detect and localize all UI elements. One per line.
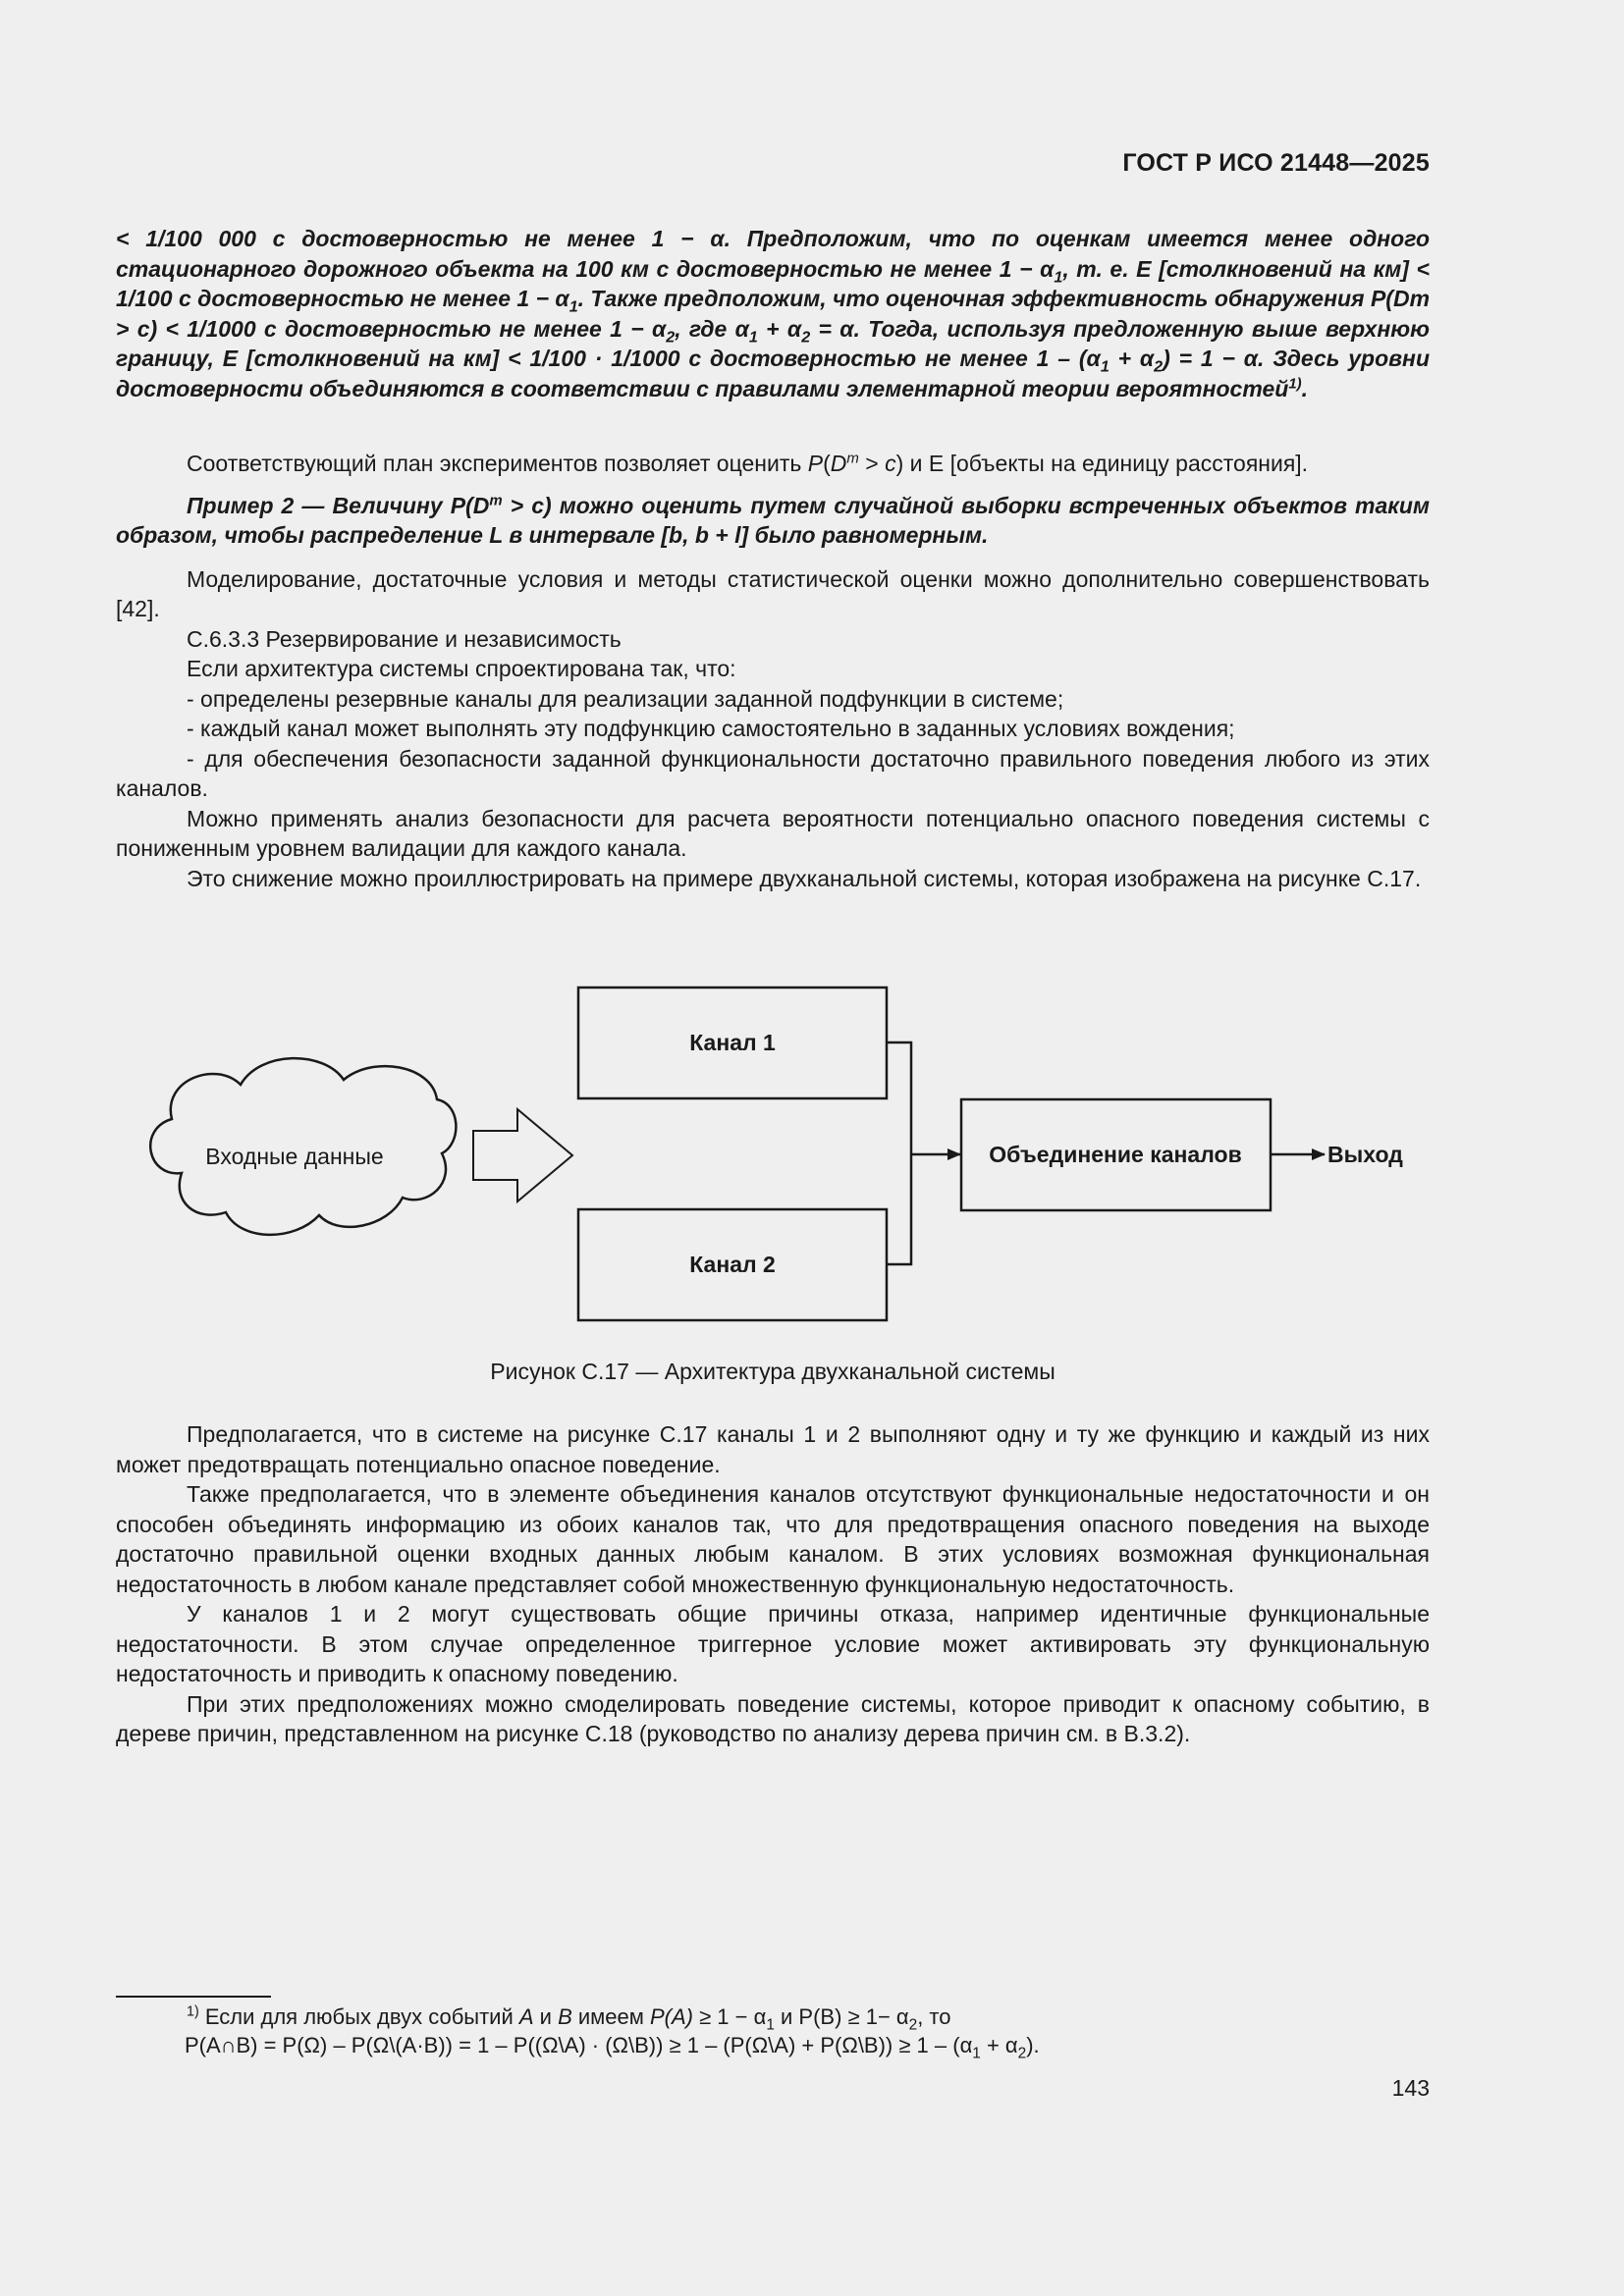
footnote-separator xyxy=(116,1996,271,1998)
footnote-text: Если для любых двух событий xyxy=(198,2004,519,2029)
footnote-formula: P(A∩B) = P(Ω) – P(Ω\(A·B)) = 1 – P((Ω\A) · (Ω\B)) ≥ 1 – (P(Ω\A) + P(Ω\B)) ≥ 1 – (α xyxy=(185,2033,973,2057)
footnote-sub: 2 xyxy=(908,2016,918,2034)
output-label: Выход xyxy=(1327,1142,1403,1167)
two-channel-diagram xyxy=(0,962,1624,1335)
example-2-sup: m xyxy=(489,491,503,508)
list-item: - определены резервные каналы для реализации заданной подфункции в системе; xyxy=(187,685,1064,712)
plan-text-b: ( xyxy=(823,451,831,476)
footnote-mark: 1) xyxy=(187,2003,199,2020)
channel-1-label: Канал 1 xyxy=(689,1030,776,1055)
footnote-text: , то xyxy=(917,2004,951,2029)
section-heading-c633: С.6.3.3 Резервирование и независимость xyxy=(187,625,622,652)
footnote-sub: 1 xyxy=(766,2016,775,2034)
common-cause-paragraph: У каналов 1 и 2 могут существовать общие причины отказа, например идентичные функциональные недостаточности. В этом случае определенное триггерное условие может активировать эту функциональную недостаточность и приводить к опасному поведению. xyxy=(116,1601,1430,1686)
plan-text-p: P xyxy=(807,451,824,476)
plan-text-cc: c xyxy=(885,451,896,476)
reduction-paragraph: Это снижение можно проиллюстрировать на примере двухканальной системы, которая изображена на рисунке С.17. xyxy=(187,865,1422,891)
figure-caption: Рисунок С.17 — Архитектура двухканальной системы xyxy=(490,1359,1056,1384)
intro-text-4: , где α xyxy=(675,315,749,342)
intro-text-9: . xyxy=(1301,375,1309,401)
footnote-text: имеем xyxy=(571,2004,650,2029)
footnote-var-b: B xyxy=(558,2004,572,2029)
body-section-2 xyxy=(116,1419,1430,1749)
intro-text-6: = α. Тогда, используя предложенную выше верхнюю границу, E [столкновений на км] < 1/100 · 1/1000 с достоверностью не менее 1 – (α xyxy=(116,315,1431,371)
assumption-paragraph-1: Предполагается, что в системе на рисунке С.17 каналы 1 и 2 выполняют одну и ту же функцию и каждый из них может предотвращать потенциально опасное поведение. xyxy=(116,1421,1430,1477)
intro-sub-2: 1 xyxy=(568,297,578,316)
list-item: - для обеспечения безопасности заданной функциональности достаточно правильного поведения любого из этих каналов. xyxy=(116,745,1430,801)
footnote-formula: + α xyxy=(980,2033,1018,2057)
footnote-1 xyxy=(185,2002,1443,2062)
footnote-sub: 2 xyxy=(1017,2045,1027,2062)
channel-connector xyxy=(887,1042,911,1264)
page-number: 143 xyxy=(1391,2075,1430,2101)
input-hollow-arrow xyxy=(473,1109,572,1201)
intro-sub-6: 1 xyxy=(1100,357,1110,376)
footnote-reference[interactable]: 1) xyxy=(1288,374,1302,392)
footnote-formula: ). xyxy=(1026,2033,1040,2057)
intro-sub-1: 1 xyxy=(1054,268,1063,287)
plan-text-a: Соответствующий план экспериментов позволяет оценить xyxy=(187,451,808,476)
intro-paragraph xyxy=(116,224,1430,403)
intro-sub-7: 2 xyxy=(1154,357,1164,376)
if-architecture-paragraph: Если архитектура системы спроектирована так, что: xyxy=(187,656,736,681)
analysis-paragraph: Можно применять анализ безопасности для расчета вероятности потенциально опасного поведения системы с пониженным уровнем валидации для каждого канала. xyxy=(116,805,1430,861)
footnote-text: и xyxy=(533,2004,559,2029)
intro-text-8: ) = 1 − α. Здесь уровни достоверности объединяются в соответствии с правилами элементарной теории вероятностей xyxy=(116,346,1430,401)
plan-text-m: m xyxy=(846,450,859,467)
footnote-pa: P(A) xyxy=(650,2004,693,2029)
example-2-paragraph xyxy=(116,491,1430,551)
merge-label: Объединение каналов xyxy=(989,1142,1242,1167)
footnote-line-1 xyxy=(187,2002,1443,2034)
input-data-label: Входные данные xyxy=(205,1144,384,1169)
footnote-text: и P(B) ≥ 1− α xyxy=(774,2004,909,2029)
plan-text-e: ) и E [объекты на единицу расстояния]. xyxy=(895,451,1309,476)
cause-tree-paragraph: При этих предположениях можно смоделировать поведение системы, которое приводит к опасному событию, в дереве причин, представленном на рисунке С.18 (руководство по анализу дерева причин см. в В.3.2). xyxy=(116,1690,1430,1746)
example-2-text-a: Пример 2 — Величину P(D xyxy=(187,492,490,518)
plan-text-d: D xyxy=(830,451,847,476)
example-2-text-b: > c) можно оценить путем случайной выборки встреченных объектов таким образом, чтобы распределение L в интервале [b, b + l] было равномерным. xyxy=(116,492,1430,548)
intro-text-3: . Также предположим, что оценочная эффективность обнаружения P(Dm > c) < 1/1000 с достоверностью не менее 1 − α xyxy=(116,286,1431,342)
footnote-line-2 xyxy=(185,2031,1443,2062)
document-id-header: ГОСТ Р ИСО 21448—2025 xyxy=(1122,149,1430,177)
channel-2-label: Канал 2 xyxy=(689,1252,776,1277)
intro-text-7: + α xyxy=(1109,346,1155,371)
intro-text-1: < 1/100 000 с достоверностью не менее 1 − α. Предположим, что по оценкам имеется менее одного стационарного дорожного объекта на 100 км с достоверностью не менее 1 − α xyxy=(116,226,1430,282)
body-section-1 xyxy=(116,449,1430,893)
list-item: - каждый канал может выполнять эту подфункцию самостоятельно в заданных условиях вождения; xyxy=(187,716,1235,741)
intro-sub-5: 2 xyxy=(801,328,811,347)
plan-paragraph xyxy=(116,449,1430,479)
modeling-paragraph: Моделирование, достаточные условия и методы статистической оценки можно дополнительно совершенствовать [42]. xyxy=(116,565,1430,621)
intro-text-2: , т. е. E [столкновений на км] < 1/100 с достоверностью не менее 1 − α xyxy=(116,255,1430,311)
plan-text-c: > xyxy=(858,451,886,476)
intro-text-5: + α xyxy=(757,315,802,342)
assumption-paragraph-2: Также предполагается, что в элементе объединения каналов отсутствуют функциональные недостаточности и он способен объединять информацию из обоих каналов так, что для предотвращения опасного поведения на выходе достаточно правильной оценки входных данных любым каналом. В этих условиях возможная функциональная недостаточность в любом канале представляет собой множественную функциональную недостаточность. xyxy=(116,1481,1430,1597)
footnote-sub: 1 xyxy=(972,2045,981,2062)
footnote-text: ≥ 1 − α xyxy=(693,2004,767,2029)
intro-sub-3: 2 xyxy=(666,328,676,347)
footnote-var-a: A xyxy=(518,2004,534,2029)
intro-sub-4: 1 xyxy=(748,328,758,347)
